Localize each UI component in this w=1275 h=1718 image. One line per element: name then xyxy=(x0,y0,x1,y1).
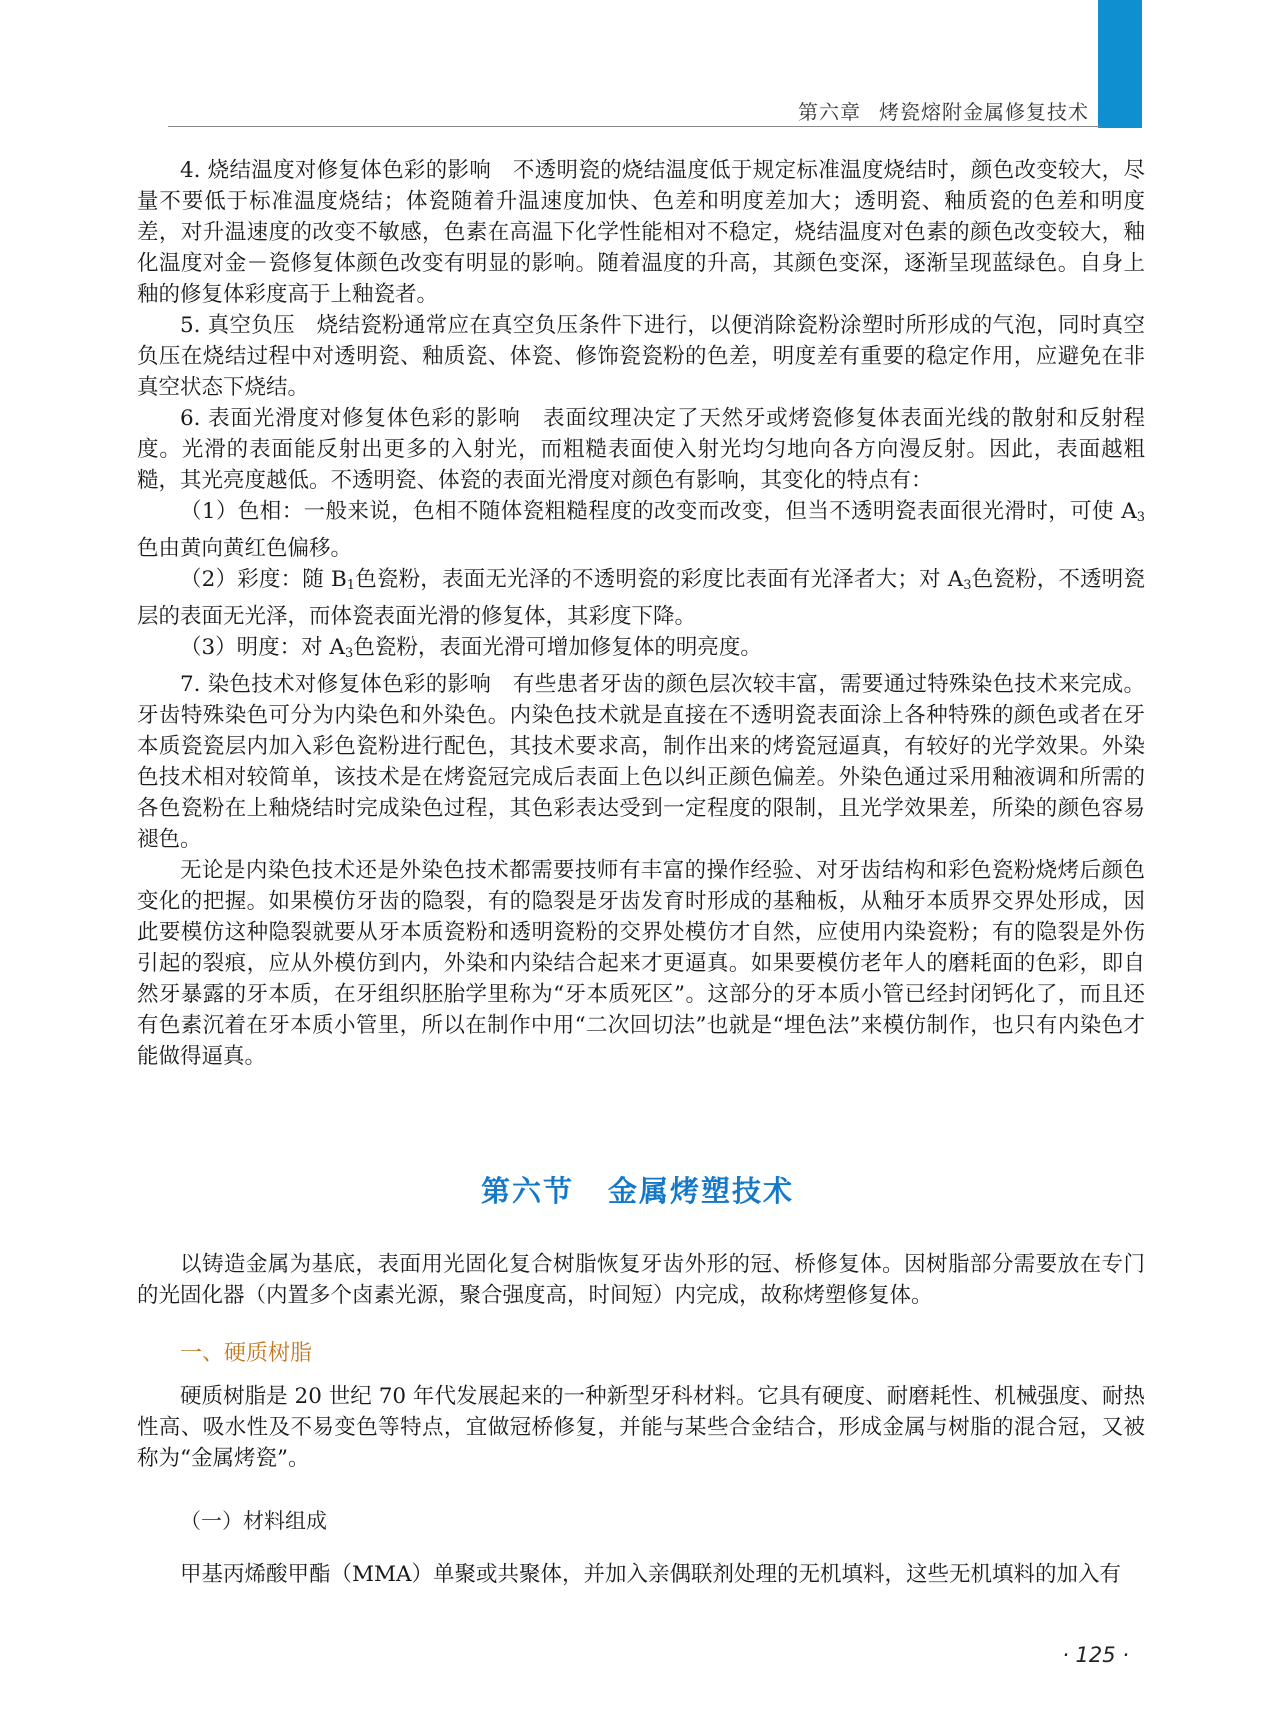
paragraph: 硬质树脂是 20 世纪 70 年代发展起来的一种新型牙科材料。它具有硬度、耐磨耗性、机械强度、耐热性高、吸水性及不易变色等特点，宜做冠桥修复，并能与某些合金结合，形成金属与树脂的混合冠，又被称为“金属烤瓷”。 xyxy=(137,1384,1145,1471)
header-chapter: 第六章 xyxy=(798,100,861,124)
running-header xyxy=(798,96,1089,125)
body-text-block-1 xyxy=(137,155,1145,1072)
header-chapter-title: 烤瓷熔附金属修复技术 xyxy=(879,100,1089,124)
subheading-hard-resin: 一、硬质树脂 xyxy=(180,1341,313,1366)
paragraph: 6. 表面光滑度对修复体色彩的影响 表面纹理决定了天然牙或烤瓷修复体表面光线的散射和反射程度。光滑的表面能反射出更多的入射光，而粗糙表面使入射光均匀地向各方向漫反射。因此，表面越粗糙，其光亮度越低。不透明瓷、体瓷的表面光滑度对颜色有影响，其变化的特点有： xyxy=(137,406,1145,493)
list-item-value: （3）明度：对 $A_3$色瓷粉，表面光滑可增加修复体的明亮度。 xyxy=(180,635,762,661)
material-description xyxy=(137,1559,1145,1590)
list-item-hue: （1）色相：一般来说，色相不随体瓷粗糙程度的改变而改变，但当不透明瓷表面很光滑时，可使 $A_3$色由黄向黄红色偏移。 xyxy=(137,499,1145,561)
section-intro xyxy=(137,1249,1145,1311)
section-heading: 金属烤塑技术 xyxy=(608,1174,795,1208)
paragraph: 以铸造金属为基底，表面用光固化复合树脂恢复牙齿外形的冠、桥修复体。因树脂部分需要放在专门的光固化器（内置多个卤素光源，聚合强度高，时间短）内完成，故称烤塑修复体。 xyxy=(137,1252,1145,1308)
page-number: · 125 · xyxy=(1062,1643,1129,1667)
list-item-chroma: （2）彩度：随 $B_1$色瓷粉，表面无光泽的不透明瓷的彩度比表面有光泽者大；对 $A_3$色瓷粉，不透明瓷层的表面无光泽，而体瓷表面光滑的修复体，其彩度下降。 xyxy=(137,567,1145,629)
paragraph: 5. 真空负压 烧结瓷粉通常应在真空负压条件下进行，以便消除瓷粉涂塑时所形成的气泡，同时真空负压在烧结过程中对透明瓷、釉质瓷、体瓷、修饰瓷瓷粉的色差，明度差有重要的稳定作用，应避免在非真空状态下烧结。 xyxy=(137,313,1145,400)
resin-description xyxy=(137,1381,1145,1474)
paragraph: 甲基丙烯酸甲酯（MMA）单聚或共聚体，并加入亲偶联剂处理的无机填料，这些无机填料的加入有 xyxy=(180,1562,1122,1587)
paragraph: 无论是内染色技术还是外染色技术都需要技师有丰富的操作经验、对牙齿结构和彩色瓷粉烧烤后颜色变化的把握。如果模仿牙齿的隐裂，有的隐裂是牙齿发育时形成的基釉板，从釉牙本质界交界处形成，因此要模仿这种隐裂就要从牙本质瓷粉和透明瓷粉的交界处模仿才自然，应使用内染瓷粉；有的隐裂是外伤引起的裂痕，应从外模仿到内，外染和内染结合起来才更逼真。如果要模仿老年人的磨耗面的色彩，即自然牙暴露的牙本质，在牙组织胚胎学里称为“牙本质死区”。这部分的牙本质小管已经封闭钙化了，而且还有色素沉着在牙本质小管里，所以在制作中用“二次回切法”也就是“埋色法”来模仿制作，也只有内染色才能做得逼真。 xyxy=(137,858,1145,1069)
subheading-material-composition: （一）材料组成 xyxy=(180,1509,327,1533)
header-rule xyxy=(168,126,1100,127)
paragraph: 7. 染色技术对修复体色彩的影响 有些患者牙齿的颜色层次较丰富，需要通过特殊染色技术来完成。牙齿特殊染色可分为内染色和外染色。内染色技术就是直接在不透明瓷表面涂上各种特殊的颜色或者在牙本质瓷瓷层内加入彩色瓷粉进行配色，其技术要求高，制作出来的烤瓷冠逼真，有较好的光学效果。外染色技术相对较简单，该技术是在烤瓷冠完成后表面上色以纠正颜色偏差。外染色通过采用釉液调和所需的各色瓷粉在上釉烧结时完成染色过程，其色彩表达受到一定程度的限制，且光学效果差，所染的颜色容易褪色。 xyxy=(137,672,1145,852)
section-number: 第六节 xyxy=(480,1174,574,1208)
section-title xyxy=(0,1169,1275,1210)
paragraph: 4. 烧结温度对修复体色彩的影响 不透明瓷的烧结温度低于规定标准温度烧结时，颜色改变较大，尽量不要低于标准温度烧结；体瓷随着升温速度加快、色差和明度差加大；透明瓷、釉质瓷的色差和明度差，对升温速度的改变不敏感，色素在高温下化学性能相对不稳定，烧结温度对色素的颜色改变较大，釉化温度对金－瓷修复体颜色改变有明显的影响。随着温度的升高，其颜色变深，逐渐呈现蓝绿色。自身上釉的修复体彩度高于上釉瓷者。 xyxy=(137,158,1145,307)
chapter-tab-marker xyxy=(1098,0,1142,128)
